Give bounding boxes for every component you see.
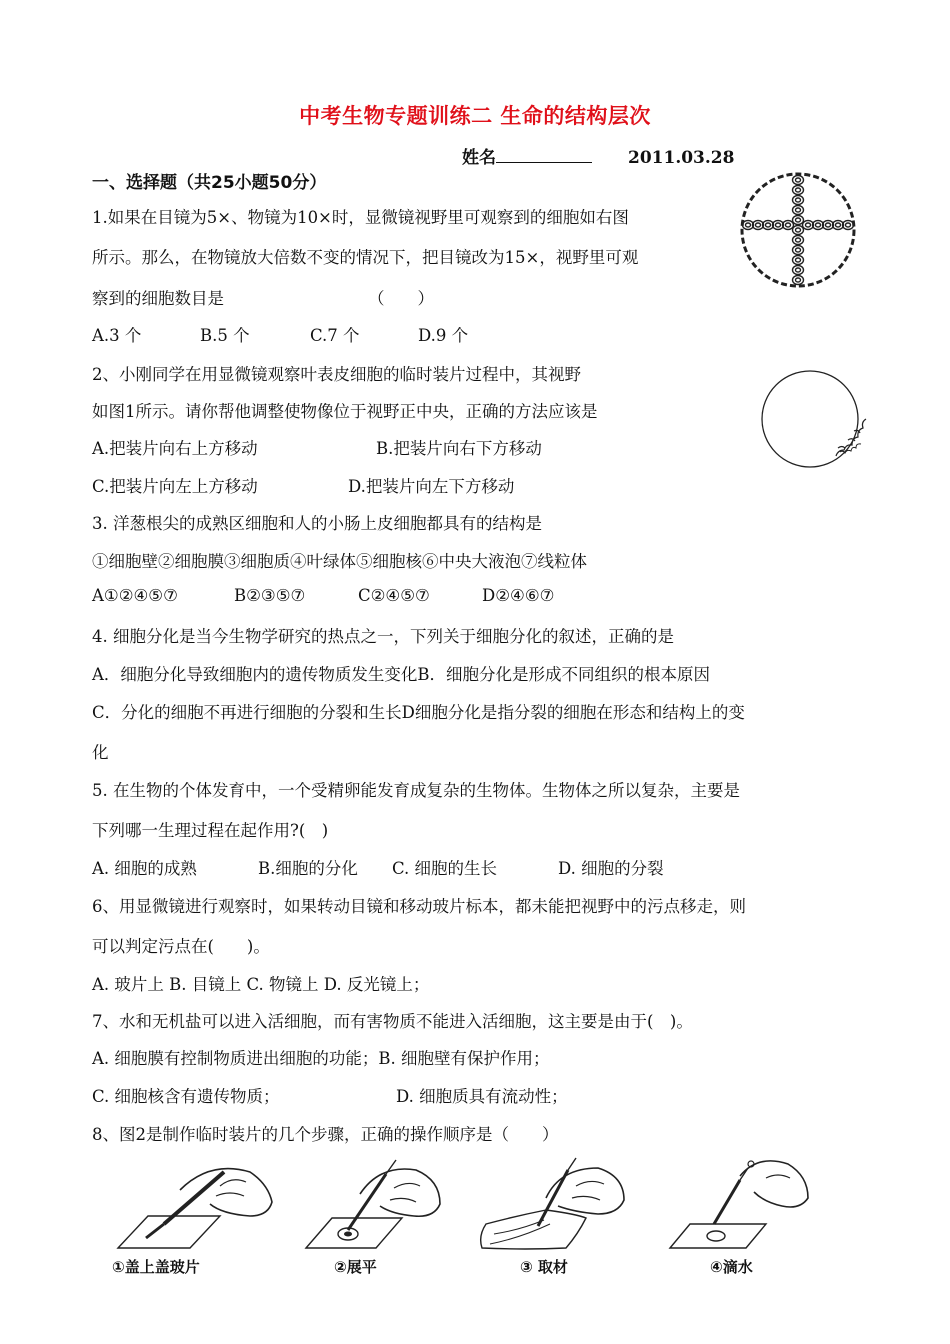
step-1-illustration bbox=[118, 1169, 272, 1248]
cell-inner-icon bbox=[816, 223, 821, 227]
q2-option-a[interactable]: A.把装片向右上方移动 bbox=[92, 439, 258, 458]
q1-line1: 1.如果在目镜为5×、物镜为10×时，显微镜视野里可观察到的细胞如右图 bbox=[92, 208, 629, 227]
cell-icon bbox=[793, 236, 804, 245]
step-1-label: ①盖上盖玻片 bbox=[112, 1258, 200, 1276]
cell-icon bbox=[793, 216, 804, 225]
cell-inner-icon bbox=[786, 223, 791, 227]
name-label: 姓名 bbox=[462, 148, 496, 168]
cell-icon bbox=[793, 196, 804, 205]
q5-option-b[interactable]: B.细胞的分化 bbox=[258, 859, 358, 878]
q3-option-c[interactable]: C②④⑤⑦ bbox=[358, 586, 430, 605]
cell-inner-icon bbox=[796, 228, 801, 232]
q1-answer-paren[interactable]: （ ） bbox=[368, 289, 434, 308]
name-date-line bbox=[462, 143, 734, 168]
cell-inner-icon bbox=[796, 278, 801, 282]
q3-line2: ①细胞壁②细胞膜③细胞质④叶绿体⑤细胞核⑥中央大液泡⑦线粒体 bbox=[92, 552, 587, 571]
cell-inner-icon bbox=[756, 223, 761, 227]
cell-icon bbox=[793, 256, 804, 265]
q1-line3: 察到的细胞数目是 bbox=[92, 289, 224, 308]
cell-inner-icon bbox=[766, 223, 771, 227]
q5-option-d[interactable]: D. 细胞的分裂 bbox=[558, 859, 664, 878]
q2-option-c[interactable]: C.把装片向左上方移动 bbox=[92, 477, 258, 496]
cell-inner-icon bbox=[826, 223, 831, 227]
cell-inner-icon bbox=[796, 238, 801, 242]
step-4-label: ④滴水 bbox=[710, 1258, 753, 1276]
q3-line1: 3. 洋葱根尖的成熟区细胞和人的小肠上皮细胞都具有的结构是 bbox=[92, 514, 542, 533]
q4-line1: 4. 细胞分化是当今生物学研究的热点之一，下列关于细胞分化的叙述，正确的是 bbox=[92, 627, 674, 646]
q1-option-d[interactable]: D.9 个 bbox=[418, 326, 469, 345]
cell-inner-icon bbox=[796, 258, 801, 262]
section-heading: 一、选择题（共25小题50分） bbox=[92, 173, 327, 193]
q1-option-a[interactable]: A.3 个 bbox=[92, 326, 142, 345]
q2-option-b[interactable]: B.把装片向右下方移动 bbox=[376, 439, 542, 458]
cell-icon bbox=[793, 176, 804, 185]
q2-line1: 2、小刚同学在用显微镜观察叶表皮细胞的临时装片过程中，其视野 bbox=[92, 365, 581, 384]
cell-inner-icon bbox=[806, 223, 811, 227]
cell-inner-icon bbox=[796, 178, 801, 182]
cell-icon bbox=[793, 276, 804, 285]
q3-option-d[interactable]: D②④⑥⑦ bbox=[482, 586, 555, 605]
q3-option-b[interactable]: B②③⑤⑦ bbox=[234, 586, 306, 605]
cell-icon bbox=[793, 226, 804, 235]
q5-option-c[interactable]: C. 细胞的生长 bbox=[392, 859, 498, 878]
q5-line1: 5. 在生物的个体发育中，一个受精卵能发育成复杂的生物体。生物体之所以复杂，主要是 bbox=[92, 781, 740, 800]
cell-icon bbox=[793, 186, 804, 195]
q5-option-a[interactable]: A. 细胞的成熟 bbox=[92, 859, 197, 878]
q5-line2: 下列哪一生理过程在起作用?( ) bbox=[92, 821, 329, 840]
q8-line1: 8、图2是制作临时装片的几个步骤，正确的操作顺序是（ ） bbox=[92, 1125, 559, 1144]
q2-option-d[interactable]: D.把装片向左下方移动 bbox=[348, 477, 515, 496]
q6-line2: 可以判定污点在( )。 bbox=[92, 937, 270, 956]
q6-options[interactable]: A. 玻片上 B. 目镜上 C. 物镜上 D. 反光镜上； bbox=[92, 975, 430, 994]
figure-1-field-view bbox=[752, 368, 870, 470]
step-2-label: ②展平 bbox=[334, 1258, 377, 1276]
q3-option-a[interactable]: A①②④⑤⑦ bbox=[92, 586, 178, 605]
cell-inner-icon bbox=[796, 208, 801, 212]
q1-line2: 所示。那么，在物镜放大倍数不变的情况下，把目镜改为15×，视野里可观 bbox=[92, 248, 639, 267]
q7-line2[interactable]: A. 细胞膜有控制物质进出细胞的功能；B. 细胞壁有保护作用； bbox=[92, 1049, 550, 1068]
cell-inner-icon bbox=[836, 223, 841, 227]
cell-inner-icon bbox=[796, 248, 801, 252]
step-4-illustration bbox=[670, 1161, 808, 1248]
q7-line1: 7、水和无机盐可以进入活细胞，而有害物质不能进入活细胞，这主要是由于( )。 bbox=[92, 1012, 693, 1031]
q1-option-c[interactable]: C.7 个 bbox=[310, 326, 360, 345]
date: 2011.03.28 bbox=[628, 148, 735, 168]
name-blank[interactable] bbox=[496, 148, 592, 163]
cell-icon bbox=[793, 206, 804, 215]
q4-line4: 化 bbox=[92, 743, 109, 762]
q4-line3[interactable]: C．分化的细胞不再进行细胞的分裂和生长D细胞分化是指分裂的细胞在形态和结构上的变 bbox=[92, 703, 745, 722]
cell-inner-icon bbox=[846, 223, 851, 227]
cell-inner-icon bbox=[776, 223, 781, 227]
figure-cell-cross bbox=[738, 170, 858, 290]
q2-line2: 如图1所示。请你帮他调整使物像位于视野正中央，正确的方法应该是 bbox=[92, 402, 598, 421]
cell-inner-icon bbox=[796, 218, 801, 222]
step-3-label: ③ 取材 bbox=[520, 1258, 568, 1276]
q7-option-c[interactable]: C. 细胞核含有遗传物质； bbox=[92, 1087, 280, 1106]
q7-option-d[interactable]: D. 细胞质具有流动性； bbox=[396, 1087, 568, 1106]
cell-icon bbox=[793, 246, 804, 255]
page-title: 中考生物专题训练二 生命的结构层次 bbox=[299, 104, 651, 128]
cell-icon bbox=[793, 266, 804, 275]
q6-line1: 6、用显微镜进行观察时，如果转动目镜和移动玻片标本，都未能把视野中的污点移走，则 bbox=[92, 897, 746, 916]
figure-2-slide-steps bbox=[110, 1148, 830, 1278]
q1-option-b[interactable]: B.5 个 bbox=[200, 326, 250, 345]
q4-line2[interactable]: A．细胞分化导致细胞内的遗传物质发生变化B．细胞分化是形成不同组织的根本原因 bbox=[92, 665, 711, 684]
cell-inner-icon bbox=[796, 198, 801, 202]
cell-inner-icon bbox=[796, 188, 801, 192]
cell-inner-icon bbox=[796, 268, 801, 272]
cell-inner-icon bbox=[746, 223, 751, 227]
step-3-illustration bbox=[481, 1158, 624, 1249]
step-2-illustration bbox=[306, 1160, 440, 1248]
